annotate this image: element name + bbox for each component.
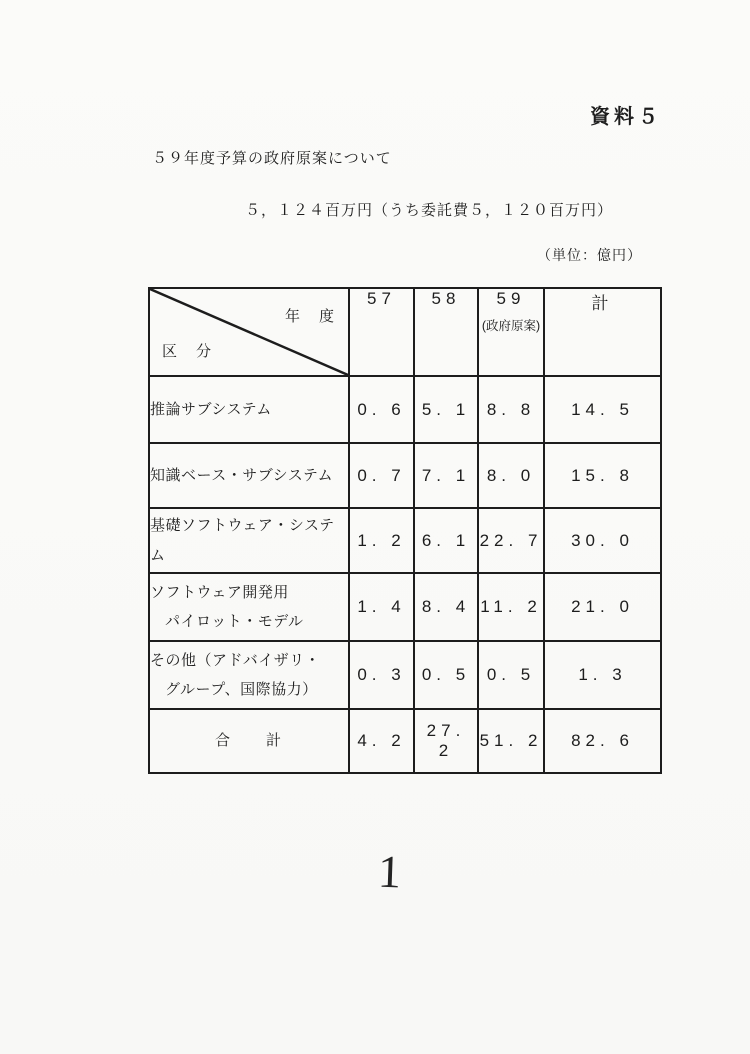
cell-value: 8. 4 <box>414 573 478 641</box>
row-label-line2: グループ、国際協力） <box>165 681 318 698</box>
cell-value: 22. 7 <box>478 508 544 573</box>
table-row <box>149 573 661 641</box>
cell-value: 0. 3 <box>349 641 414 709</box>
cell-value: 8. 8 <box>478 376 544 443</box>
cell-value: 82. 6 <box>544 709 661 773</box>
col-header-fy59-sub: (政府原案) <box>481 319 541 333</box>
cell-value: 30. 0 <box>544 508 661 573</box>
document-title: ５９年度予算の政府原案について <box>152 150 392 167</box>
cell-value: 21. 0 <box>544 573 661 641</box>
row-label <box>149 641 349 709</box>
row-label-line1: ソフトウェア開発用 <box>150 583 289 601</box>
cell-value: 4. 2 <box>349 709 414 773</box>
cell-value: 7. 1 <box>414 443 478 508</box>
table-header-row <box>149 288 661 376</box>
row-label <box>149 573 349 641</box>
cell-value: 0. 5 <box>414 641 478 709</box>
cell-value: 11. 2 <box>478 573 544 641</box>
row-label-line1: その他（アドバイザリ・ <box>150 651 321 669</box>
budget-table <box>148 287 662 774</box>
col-header-fy59-label: 59 <box>496 289 526 308</box>
row-label <box>149 376 349 443</box>
cell-value: 1. 3 <box>544 641 661 709</box>
col-header-fy58-label: 58 <box>431 289 461 308</box>
cell-value: 8. 0 <box>478 443 544 508</box>
cell-value: 1. 2 <box>349 508 414 573</box>
cell-value: 5. 1 <box>414 376 478 443</box>
row-label-line1: 推論サブシステム <box>150 400 272 418</box>
row-label-line1: 基礎ソフトウェア・システム <box>150 517 335 564</box>
corner-year-label: 年 度 <box>284 308 336 325</box>
cell-value: 0. 7 <box>349 443 414 508</box>
cell-value: 0. 6 <box>349 376 414 443</box>
table-corner-cell <box>149 288 349 376</box>
col-header-fy58 <box>414 288 478 376</box>
row-label-line1: 知識ベース・サブシステム <box>150 466 334 484</box>
cell-value: 14. 5 <box>544 376 661 443</box>
cell-value: 6. 1 <box>414 508 478 573</box>
cell-value: 27. 2 <box>414 709 478 773</box>
col-header-fy57-label: 57 <box>367 289 396 308</box>
budget-amount-line: ５，１２４百万円（うち委託費５，１２０百万円） <box>245 202 614 219</box>
row-label <box>149 508 349 573</box>
table-row <box>149 508 661 573</box>
page-number: 1 <box>377 845 402 898</box>
corner-category-label: 区 分 <box>162 343 214 360</box>
row-label-line2: パイロット・モデル <box>165 613 304 630</box>
doc-number-label: 資料５ <box>590 106 662 128</box>
corner-diagonal-line <box>150 289 348 375</box>
row-label-line1: 合 計 <box>214 732 283 750</box>
col-header-total <box>544 288 661 376</box>
table-row <box>149 641 661 709</box>
table-total-row <box>149 709 661 773</box>
total-row-label <box>149 709 349 773</box>
col-header-total-label: 計 <box>591 294 614 313</box>
cell-value: 51. 2 <box>478 709 544 773</box>
col-header-fy59 <box>478 288 544 376</box>
table-row <box>149 443 661 508</box>
cell-value: 0. 5 <box>478 641 544 709</box>
unit-note: （単位：億円） <box>537 247 642 263</box>
row-label <box>149 443 349 508</box>
cell-value: 15. 8 <box>544 443 661 508</box>
cell-value: 1. 4 <box>349 573 414 641</box>
col-header-fy57 <box>349 288 414 376</box>
table-row <box>149 376 661 443</box>
